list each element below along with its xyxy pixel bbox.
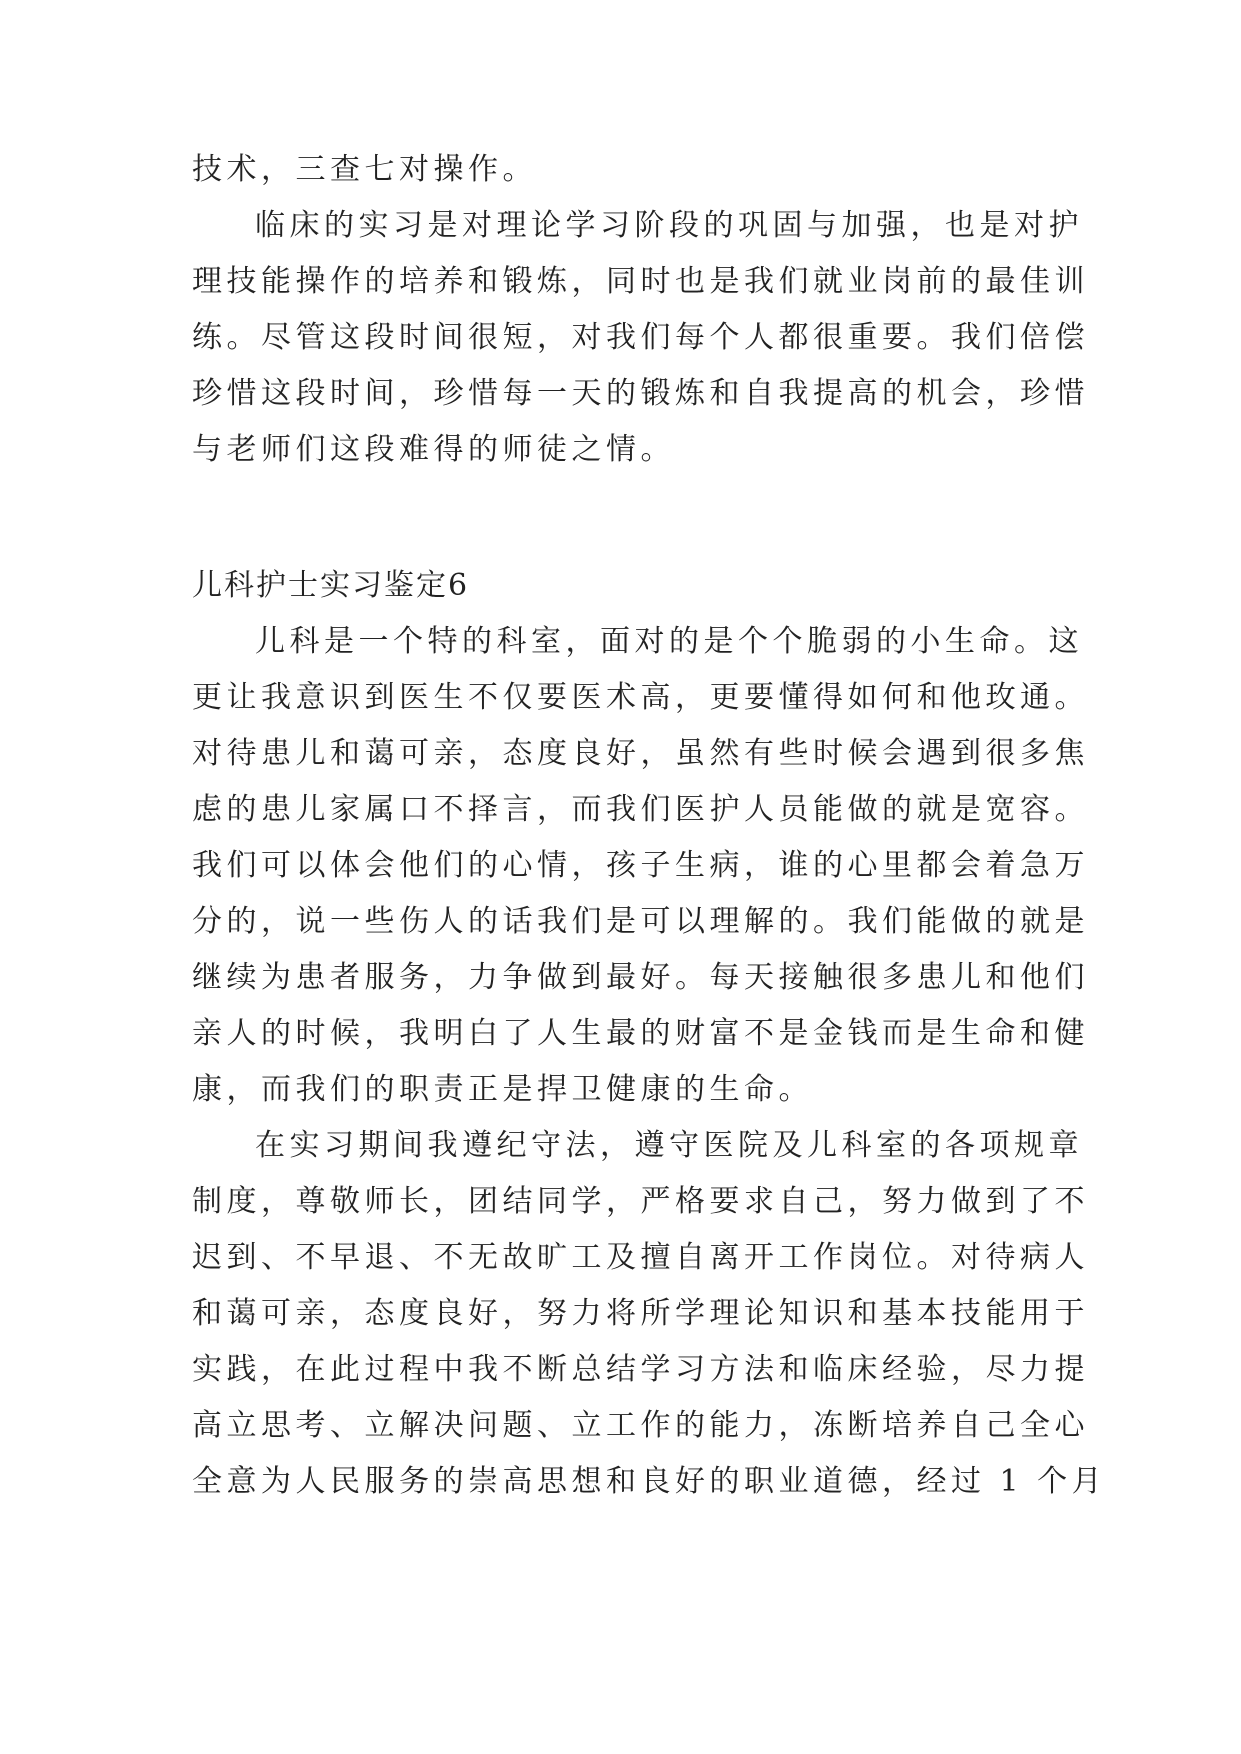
paragraph-line: 继续为患者服务，力争做到最好。每天接触很多患儿和他们 [192,960,1089,995]
paragraph-line: 高立思考、立解决问题、立工作的能力，冻断培养自己全心 [192,1408,1089,1443]
section-heading: 儿科护士实习鉴定6 [192,568,470,603]
paragraph-line: 制度，尊敬师长，团结同学，严格要求自己，努力做到了不 [192,1184,1089,1219]
paragraph-line: 迟到、不早退、不无故旷工及擅自离开工作岗位。对待病人 [192,1240,1089,1275]
paragraph-line: 珍惜这段时间，珍惜每一天的锻炼和自我提高的机会，珍惜 [192,376,1089,411]
paragraph-line: 更让我意识到医生不仅要医术高，更要懂得如何和他玫通。 [192,680,1089,715]
paragraph-line: 练。尽管这段时间很短，对我们每个人都很重要。我们倍偿 [192,320,1089,355]
paragraph-line: 对待患儿和蔼可亲，态度良好，虽然有些时候会遇到很多焦 [192,736,1089,771]
paragraph-line: 分的，说一些伤人的话我们是可以理解的。我们能做的就是 [192,904,1089,939]
paragraph-line: 儿科是一个特的科室，面对的是个个脆弱的小生命。这 [255,624,1083,659]
paragraph-line: 在实习期间我遵纪守法，遵守医院及儿科室的各项规章 [255,1128,1083,1163]
text-line: 技术，三查七对操作。 [192,152,537,187]
paragraph-line: 与老师们这段难得的师徒之情。 [192,432,675,467]
paragraph-line: 全意为人民服务的崇高思想和良好的职业道德，经过 1 个月 [192,1464,1107,1499]
paragraph-line: 康，而我们的职责正是捍卫健康的生命。 [192,1072,813,1107]
paragraph-line: 亲人的时候，我明白了人生最的财富不是金钱而是生命和健 [192,1016,1089,1051]
paragraph-line: 理技能操作的培养和锻炼，同时也是我们就业岗前的最佳训 [192,264,1089,299]
paragraph-line: 我们可以体会他们的心情，孩子生病，谁的心里都会着急万 [192,848,1089,883]
paragraph-line: 和蔼可亲，态度良好，努力将所学理论知识和基本技能用于 [192,1296,1089,1331]
paragraph-line: 临床的实习是对理论学习阶段的巩固与加强，也是对护 [255,208,1083,243]
paragraph-line: 虑的患儿家属口不择言，而我们医护人员能做的就是宽容。 [192,792,1089,827]
paragraph-line: 实践，在此过程中我不断总结学习方法和临床经验，尽力提 [192,1352,1089,1387]
